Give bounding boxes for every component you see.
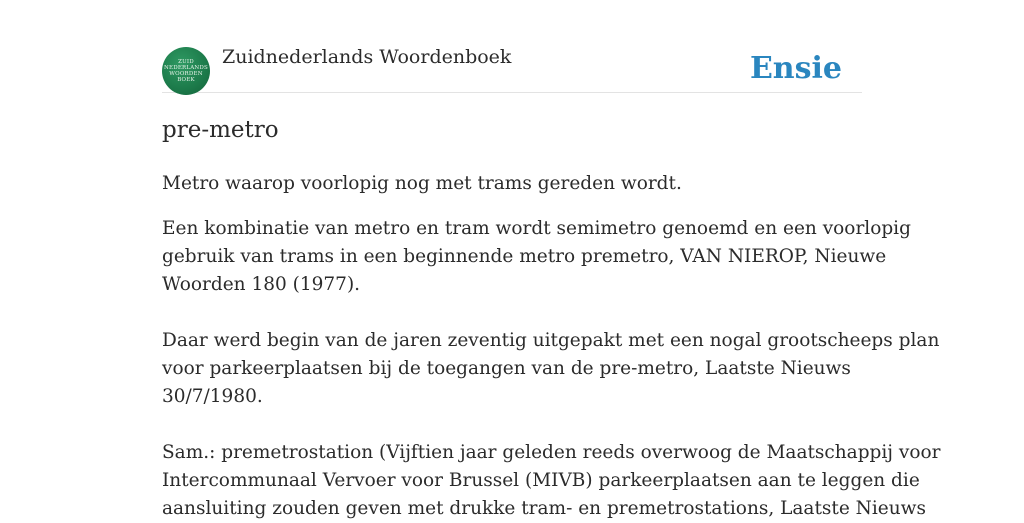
citation-line: Sam.: premetrostation (Vijftien jaar geleden reeds overwoog de Maatschappij voor <box>162 442 941 463</box>
citation-line: Woorden 180 (1977). <box>162 274 361 295</box>
logo-line: WOORDEN <box>169 71 203 77</box>
citation-line: Daar werd begin van de jaren zeventig uitgepakt met een nogal grootscheeps plan <box>162 330 940 351</box>
header <box>162 0 862 93</box>
citation-paragraph <box>162 439 941 523</box>
citation-paragraph <box>162 327 940 411</box>
citation-line: 30/7/1980. <box>162 386 263 407</box>
citation-paragraph <box>162 215 911 299</box>
entry-title: pre-metro <box>162 117 279 143</box>
citation-line: voor parkeerplaatsen bij de toegangen van de pre-metro, Laatste Nieuws <box>162 358 851 379</box>
citation-line: Een kombinatie van metro en tram wordt semimetro genoemd en een voorlopig <box>162 218 911 239</box>
logo-line: ZUID <box>178 59 194 65</box>
citation-line: aansluiting zouden geven met drukke tram- en premetrostations, Laatste Nieuws <box>162 498 926 519</box>
site-title-link[interactable]: Zuidnederlands Woordenboek <box>222 46 512 68</box>
citation-line: gebruik van trams in een beginnende metro premetro, VAN NIEROP, Nieuwe <box>162 246 887 267</box>
logo-line: NEDERLANDS <box>163 65 208 71</box>
entry-definition: Metro waarop voorlopig nog met trams gereden wordt. <box>162 173 682 194</box>
brand-logo-link[interactable]: Ensie <box>749 51 842 86</box>
citation-line: Intercommunaal Vervoer voor Brussel (MIVB) parkeerplaatsen aan te leggen die <box>162 470 920 491</box>
page <box>162 0 941 519</box>
logo-line: BOEK <box>177 77 195 83</box>
dictionary-logo-icon[interactable] <box>162 47 210 95</box>
